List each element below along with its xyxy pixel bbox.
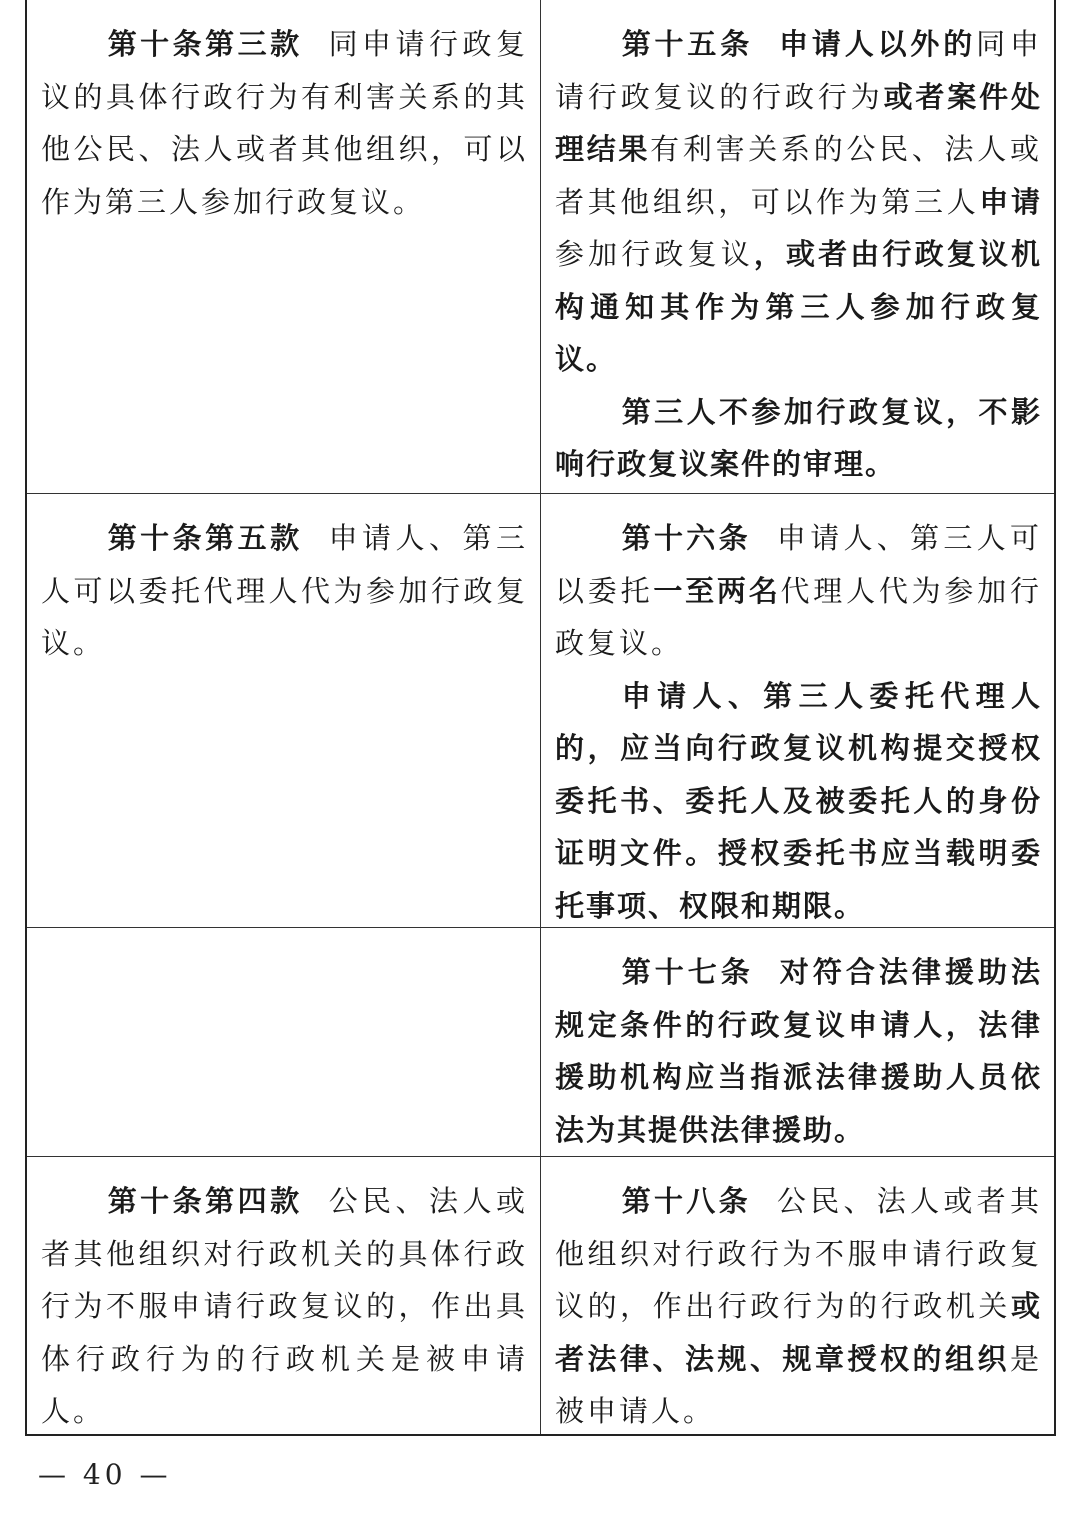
article-title: 第十五条 — [621, 27, 754, 61]
provision-text: 同申请行政复议的具体行政行为有利害关系的其他公民、法人或者其他组织，可以作为第三人参加行政复议。 — [41, 27, 528, 219]
new-provision-cell — [541, 1157, 1054, 1434]
provision-text: 有利害关系的公民、法人或者其他组织，可以作为第三人 — [555, 132, 1042, 219]
article-title: 第十条第三款 — [107, 27, 303, 61]
provision-paragraph — [555, 386, 1042, 491]
amended-text: 一至两名 — [653, 573, 781, 608]
new-provision-cell — [541, 494, 1054, 927]
amended-text: 或者案件处理结果 — [555, 79, 1042, 166]
article-title: 第十六条 — [621, 521, 751, 555]
dash-left: — — [38, 1458, 70, 1491]
provision-paragraph — [41, 512, 528, 670]
table-row — [27, 927, 1054, 1156]
amended-text: ，或者由行政复议机构通知其作为第三人参加行政复议。 — [555, 237, 1042, 376]
page-number: 40 — [82, 1458, 127, 1491]
provision-paragraph — [41, 1175, 528, 1438]
amended-text: 申请人、第三人委托代理人的，应当向行政复议机构提交授权委托书、委托人及被委托人的身份证明文件。授权委托书应当载明委托事项、权限和期限。 — [555, 678, 1042, 923]
amended-text: 申请人以外的 — [779, 27, 977, 61]
table-row — [27, 1156, 1054, 1434]
provision-text: 申请人、第三人可以委托代理人代为参加行政复议。 — [41, 521, 528, 660]
provision-text: 申请人、第三人可以委托 — [555, 521, 1042, 608]
article-title: 第十七条 — [621, 955, 754, 989]
new-provision-cell — [541, 0, 1054, 493]
old-provision-cell — [27, 494, 541, 927]
provision-text: 代理人代为参加行政复议。 — [555, 573, 1042, 660]
provision-paragraph — [555, 512, 1042, 670]
amended-text: 对符合法律援助法规定条件的行政复议申请人，法律援助机构应当指派法律援助人员依法为其提供法律援助。 — [555, 955, 1042, 1147]
article-title: 第十八条 — [621, 1184, 751, 1218]
amended-text: 第三人不参加行政复议，不影响行政复议案件的审理。 — [555, 394, 1042, 481]
old-provision-cell — [27, 0, 541, 493]
provision-text: 参加行政复议 — [555, 237, 754, 271]
table-row — [27, 0, 1054, 493]
article-title: 第十条第四款 — [107, 1184, 303, 1218]
old-provision-cell — [27, 928, 541, 1156]
dash-right: — — [139, 1458, 172, 1491]
provision-text: 同申请行政复议的行政行为 — [555, 27, 1042, 114]
provision-paragraph — [555, 946, 1042, 1156]
provision-paragraph — [555, 18, 1042, 386]
provision-text: 公民、法人或者其他组织对行政行为不服申请行政复议的，作出行政行为的行政机关 — [555, 1184, 1042, 1323]
provision-text: 是被申请人。 — [555, 1341, 1042, 1428]
comparison-table — [25, 0, 1056, 1436]
provision-text: 公民、法人或者其他组织对行政机关的具体行政行为不服申请行政复议的，作出具体行政行为的行政机关是被申请人。 — [41, 1184, 528, 1428]
provision-paragraph — [555, 670, 1042, 933]
new-provision-cell — [541, 928, 1054, 1156]
provision-paragraph — [555, 1175, 1042, 1438]
table-row — [27, 493, 1054, 927]
article-title: 第十条第五款 — [107, 521, 303, 555]
provision-paragraph — [41, 18, 528, 228]
amended-text: 或者法律、法规、规章授权的组织 — [555, 1289, 1042, 1376]
old-provision-cell — [27, 1157, 541, 1434]
amended-text: 申请 — [979, 184, 1042, 219]
page-footer — [38, 1458, 171, 1491]
